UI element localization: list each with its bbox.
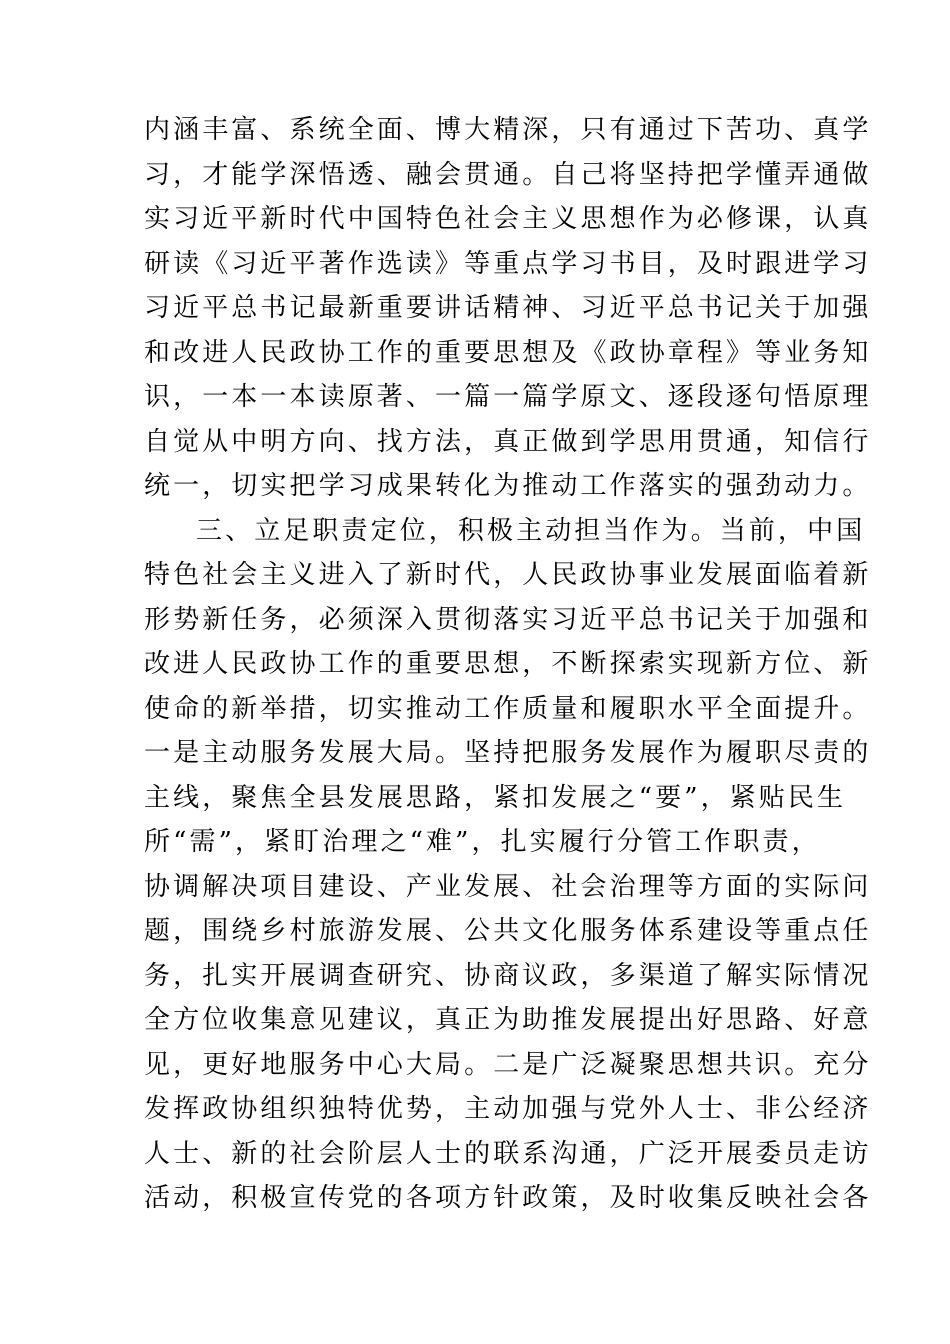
text-line: 和改进人民政协工作的重要思想及《政协章程》等业务知 bbox=[144, 337, 872, 368]
text-line: 所“需”，紧盯治理之“难”，扎实履行分管工作职责， bbox=[144, 827, 821, 857]
text-line: 改进人民政协工作的重要思想，不断探索实现新方位、新 bbox=[144, 649, 872, 679]
text-line: 一是主动服务发展大局。坚持把服务发展作为履职尽责的 bbox=[144, 738, 872, 768]
text-line: 全方位收集意见建议，真正为助推发展提出好思路、好意 bbox=[144, 1005, 872, 1035]
text-line: 活动，积极宣传党的各项方针政策，及时收集反映社会各 bbox=[144, 1183, 872, 1213]
text-line: 内涵丰富、系统全面、博大精深，只有通过下苦功、真学 bbox=[144, 115, 872, 145]
text-line: 形势新任务，必须深入贯彻落实习近平总书记关于加强和 bbox=[144, 604, 872, 635]
text-line: 题，围绕乡村旅游发展、公共文化服务体系建设等重点任 bbox=[144, 916, 872, 946]
text-line: 使命的新举措，切实推动工作质量和履职水平全面提升。 bbox=[144, 693, 872, 724]
text-line: 研读《习近平著作选读》等重点学习书目，及时跟进学习 bbox=[144, 248, 872, 279]
document-body bbox=[144, 108, 872, 1221]
section-heading-line: 三、立足职责定位，积极主动担当作为。当前，中国 bbox=[196, 515, 866, 546]
text-line: 习，才能学深悟透、融会贯通。自己将坚持把学懂弄通做 bbox=[144, 159, 872, 190]
text-line: 统一，切实把学习成果转化为推动工作落实的强劲动力。 bbox=[144, 471, 872, 501]
text-line: 识，一本一本读原著、一篇一篇学原文、逐段逐句悟原理 bbox=[144, 382, 872, 412]
text-line: 见，更好地服务中心大局。二是广泛凝聚思想共识。充分 bbox=[144, 1049, 872, 1080]
text-line: 协调解决项目建设、产业发展、社会治理等方面的实际问 bbox=[144, 871, 872, 902]
text-line: 务，扎实开展调查研究、协商议政，多渠道了解实际情况 bbox=[144, 960, 872, 991]
text-line: 主线，聚焦全县发展思路，紧扣发展之“要”，紧贴民生 bbox=[144, 782, 847, 813]
text-line: 自觉从中明方向、找方法，真正做到学思用贯通，知信行 bbox=[144, 426, 872, 457]
text-line: 发挥政协组织独特优势，主动加强与党外人士、非公经济 bbox=[144, 1094, 872, 1124]
text-line: 特色社会主义进入了新时代，人民政协事业发展面临着新 bbox=[144, 560, 872, 590]
text-line: 习近平总书记最新重要讲话精神、习近平总书记关于加强 bbox=[144, 293, 872, 323]
text-line: 实习近平新时代中国特色社会主义思想作为必修课，认真 bbox=[144, 204, 872, 234]
text-line: 人士、新的社会阶层人士的联系沟通，广泛开展委员走访 bbox=[144, 1138, 872, 1169]
